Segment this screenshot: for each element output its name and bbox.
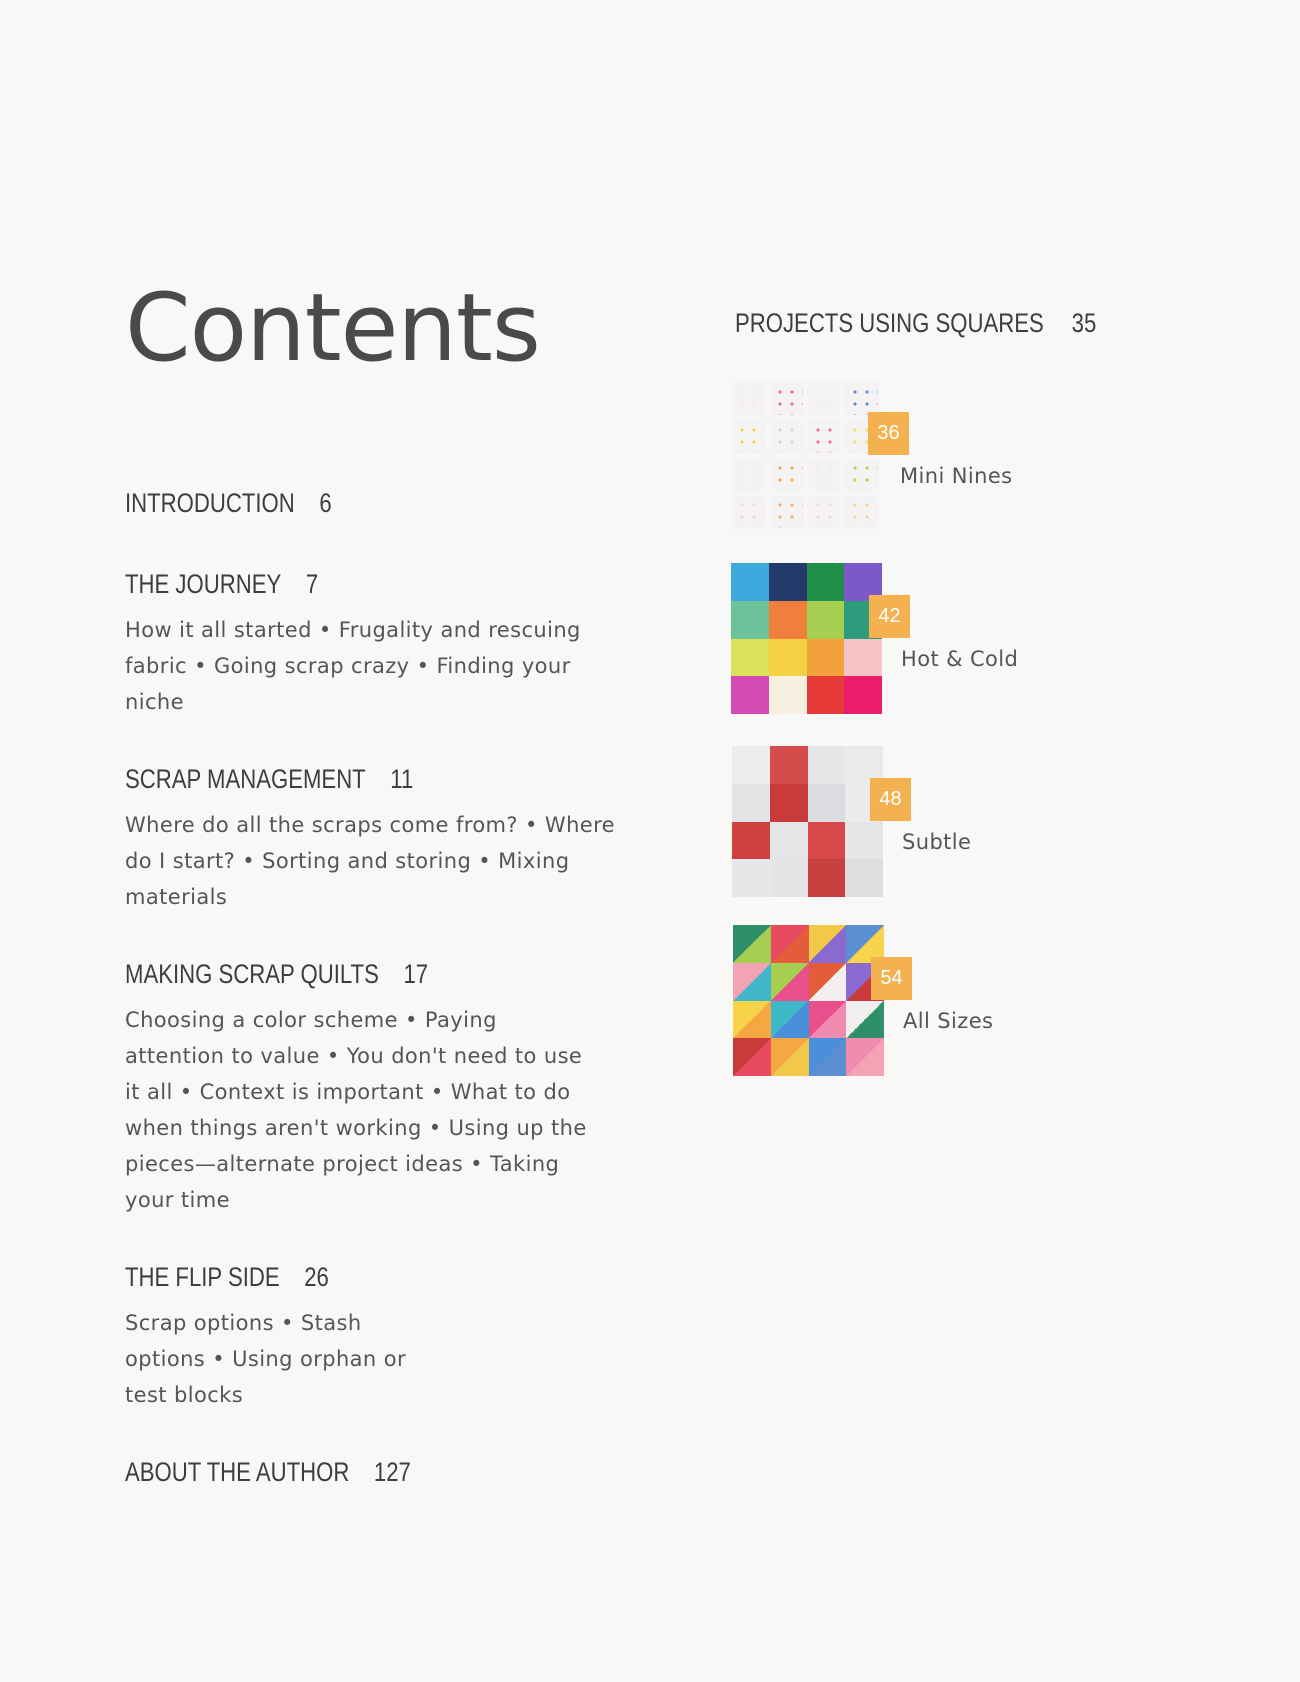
quilt-block	[809, 1001, 847, 1039]
quilt-block	[808, 822, 846, 860]
quilt-block	[806, 380, 844, 418]
quilt-thumbnail	[733, 925, 884, 1076]
quilt-block	[843, 493, 881, 531]
quilt-thumbnail	[731, 563, 882, 714]
quilt-block	[806, 456, 844, 494]
quilt-block	[844, 676, 882, 714]
quilt-block	[730, 380, 768, 418]
section-page-number: 11	[390, 764, 414, 794]
quilt-block	[807, 563, 845, 601]
toc-section	[125, 1262, 685, 1413]
section-page-number: 127	[373, 1457, 411, 1487]
project-name: All Sizes	[903, 1009, 994, 1033]
quilt-block	[843, 456, 881, 494]
project-page-badge: 42	[869, 595, 910, 638]
section-title: INTRODUCTION	[125, 488, 295, 518]
section-title: THE FLIP SIDE	[125, 1262, 280, 1292]
quilt-block	[730, 456, 768, 494]
quilt-block	[845, 859, 883, 897]
quilt-block	[769, 676, 807, 714]
quilt-block	[770, 859, 808, 897]
quilt-block	[769, 601, 807, 639]
section-title: SCRAP MANAGEMENT	[125, 764, 366, 794]
project-name: Hot & Cold	[901, 647, 1019, 671]
section-heading[interactable]	[125, 764, 584, 795]
section-title: THE JOURNEY	[125, 569, 282, 599]
quilt-block	[769, 639, 807, 677]
quilt-block	[808, 746, 846, 784]
section-heading[interactable]	[125, 569, 584, 600]
quilt-block	[768, 456, 806, 494]
quilt-block	[771, 1001, 809, 1039]
quilt-block	[732, 822, 770, 860]
quilt-thumbnail	[730, 380, 881, 531]
project-entry[interactable]	[730, 380, 1050, 532]
quilt-block	[809, 1038, 847, 1076]
quilt-block	[731, 676, 769, 714]
quilt-block	[808, 784, 846, 822]
quilt-block	[732, 859, 770, 897]
quilt-block	[730, 493, 768, 531]
quilt-block	[731, 639, 769, 677]
projects-heading	[735, 308, 1096, 339]
quilt-block	[730, 418, 768, 456]
section-title: ABOUT THE AUTHOR	[125, 1457, 350, 1487]
quilt-block	[844, 639, 882, 677]
toc-section	[125, 959, 685, 1218]
section-page-number: 26	[304, 1262, 329, 1292]
quilt-block	[768, 380, 806, 418]
quilt-block	[769, 563, 807, 601]
quilt-block	[846, 1038, 884, 1076]
toc-section	[125, 569, 685, 720]
toc-sections	[125, 488, 685, 1532]
project-name: Mini Nines	[900, 464, 1013, 488]
quilt-block	[806, 418, 844, 456]
quilt-block	[845, 822, 883, 860]
quilt-block	[732, 746, 770, 784]
project-page-badge: 36	[868, 412, 909, 455]
quilt-block	[770, 784, 808, 822]
quilt-block	[733, 1001, 771, 1039]
section-description: Where do all the scraps come from? • Where do I start? • Sorting and storing • Mixing materials	[125, 813, 615, 909]
quilt-block	[771, 1038, 809, 1076]
quilt-block	[807, 639, 845, 677]
section-heading[interactable]	[125, 1262, 584, 1293]
quilt-thumbnail	[732, 746, 883, 897]
section-heading[interactable]	[125, 488, 584, 519]
toc-section	[125, 488, 685, 519]
section-heading[interactable]	[125, 1457, 584, 1488]
project-page-badge: 54	[871, 957, 912, 1000]
quilt-block	[809, 963, 847, 1001]
section-description: Scrap options • Stash options • Using orphan or test blocks	[125, 1311, 407, 1407]
quilt-block	[806, 493, 844, 531]
projects-heading-page: 35	[1071, 308, 1097, 338]
quilt-block	[808, 859, 846, 897]
quilt-block	[846, 1001, 884, 1039]
projects-heading-label: PROJECTS USING SQUARES	[735, 308, 1044, 338]
quilt-block	[768, 418, 806, 456]
toc-section	[125, 1457, 685, 1488]
quilt-block	[733, 963, 771, 1001]
quilt-block	[770, 746, 808, 784]
quilt-block	[731, 601, 769, 639]
section-page-number: 6	[319, 488, 332, 518]
section-description: How it all started • Frugality and rescuing fabric • Going scrap crazy • Finding your niche	[125, 618, 581, 714]
quilt-block	[771, 925, 809, 963]
section-description: Choosing a color scheme • Paying attention to value • You don't need to use it all • Context is important • What to do when things aren't working • Using up the pieces—alternate project ideas • Taking your time	[125, 1008, 587, 1212]
quilt-block	[809, 925, 847, 963]
quilt-block	[807, 676, 845, 714]
project-name: Subtle	[902, 830, 972, 854]
quilt-block	[771, 963, 809, 1001]
quilt-block	[733, 925, 771, 963]
toc-section	[125, 764, 685, 915]
page-title: Contents	[125, 274, 540, 383]
project-entry[interactable]	[732, 746, 1052, 898]
project-entry[interactable]	[733, 925, 1053, 1077]
project-page-badge: 48	[870, 778, 911, 821]
section-page-number: 7	[305, 569, 319, 599]
quilt-block	[731, 563, 769, 601]
quilt-block	[770, 822, 808, 860]
quilt-block	[768, 493, 806, 531]
quilt-block	[733, 1038, 771, 1076]
project-entry[interactable]	[731, 563, 1051, 715]
quilt-block	[807, 601, 845, 639]
section-page-number: 17	[403, 959, 429, 989]
section-heading[interactable]	[125, 959, 584, 990]
quilt-block	[732, 784, 770, 822]
section-title: MAKING SCRAP QUILTS	[125, 959, 379, 989]
